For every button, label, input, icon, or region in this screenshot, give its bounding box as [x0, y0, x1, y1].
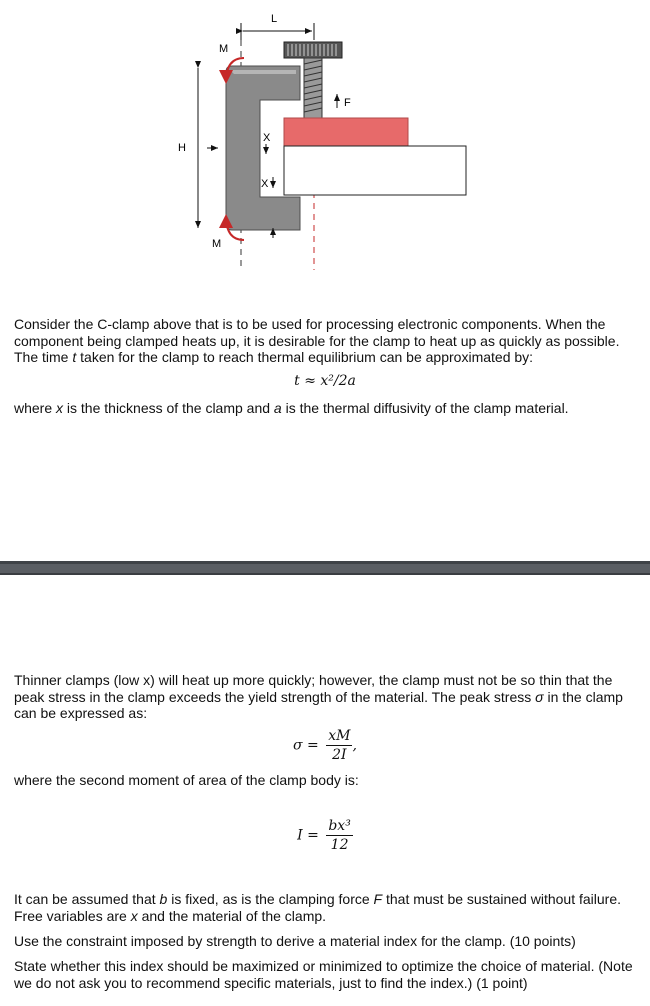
f-label: F [344, 97, 351, 109]
page-divider [0, 561, 650, 575]
question-2: State whether this index should be maximized or minimized to optimize the choice of material. (Note we do not ask you to recommend specific materials, just to find the index.) (1 point) [14, 958, 633, 991]
m-label-bottom: M [212, 238, 222, 250]
thermal-time-equation: t ≈ x²/2a [294, 373, 356, 389]
h-label: H [178, 142, 186, 154]
second-moment-equation: I = $\frac{\text{bx³}}{12}$ [297, 818, 351, 853]
intro-paragraph: Consider the C-clamp above that is to be used for processing electronic components. When the component being clamped heats up, it is desirable for the clamp to heat up as quickly as possible. The time t taken for the clamp to reach thermal equilibrium can be approximated by: [14, 316, 620, 365]
stress-intro-paragraph: Thinner clamps (low x) will heat up more quickly; however, the clamp must not be so thin that the peak stress in the clamp exceeds the yield strength of the material. The peak stress σ in the clamp can be expressed as: [14, 672, 623, 721]
clamped-component [284, 118, 408, 146]
m-label-top: M [219, 43, 229, 55]
stress-equation: σ = $\frac{xM}{2I}$ , [293, 728, 357, 763]
screw-knob [284, 42, 342, 58]
l-label: L [271, 13, 278, 25]
x-label-lower: X [261, 178, 269, 190]
x-label-upper: X [263, 132, 271, 144]
c-clamp-diagram [0, 0, 650, 290]
assumptions-paragraph: It can be assumed that b is fixed, as is the clamping force F that must be sustained without failure. Free variables are x and the material of the clamp. [14, 891, 622, 924]
second-moment-intro: where the second moment of area of the clamp body is: [14, 772, 359, 788]
substrate-board [284, 146, 466, 195]
question-1: Use the constraint imposed by strength to derive a material index for the clamp. (10 points) [14, 933, 576, 949]
thermal-where-paragraph: where x is the thickness of the clamp and a is the thermal diffusivity of the clamp material. [14, 400, 569, 416]
